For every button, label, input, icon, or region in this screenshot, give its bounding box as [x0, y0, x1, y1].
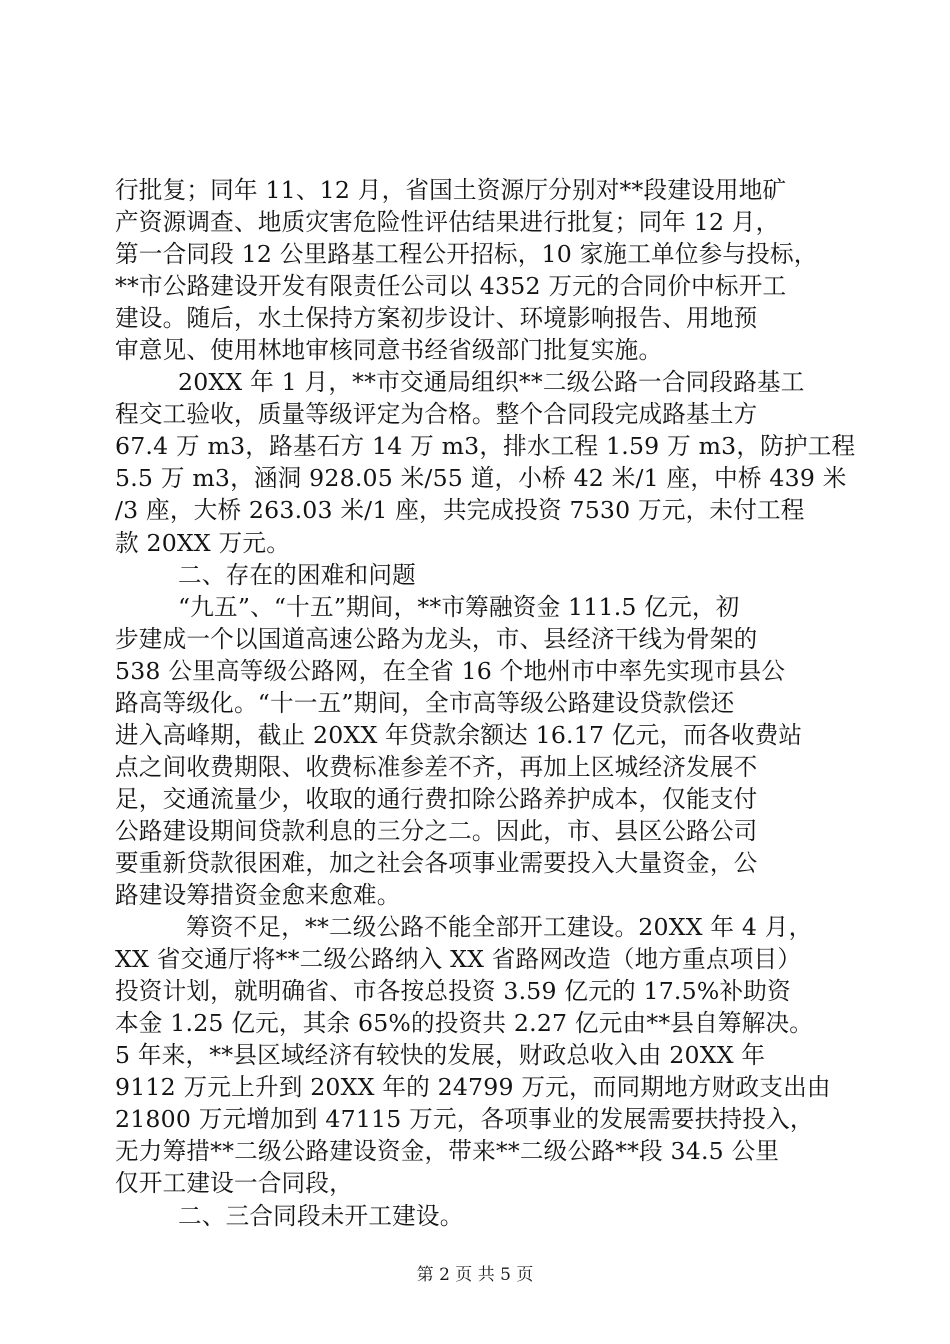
text-line: 程交工验收，质量等级评定为合格。整个合同段完成路基土方 — [115, 400, 758, 429]
section-heading: 二、三合同段未开工建设。 — [178, 1201, 464, 1230]
text-line: 足，交通流量少，收取的通行费扣除公路养护成本，仅能支付 — [115, 784, 758, 813]
text-line: 要重新贷款很困难，加之社会各项事业需要投入大量资金，公 — [115, 848, 758, 877]
text-line: 产资源调查、地质灾害危险性评估结果进行批复；同年 12 月， — [115, 208, 780, 237]
text-line: 本金 1.25 亿元，其余 65%的投资共 2.27 亿元由**县自筹解决。 — [115, 1009, 814, 1038]
text-line: 路高等级化。“十一五”期间，全市高等级公路建设贷款偿还 — [115, 688, 735, 717]
paragraph-first-line: 20XX 年 1 月，**市交通局组织**二级公路一合同段路基工 — [178, 368, 805, 397]
text-line: 审意见、使用林地审核同意书经省级部门批复实施。 — [115, 336, 663, 365]
text-line: 5 年来，**县区域经济有较快的发展，财政总收入由 20XX 年 — [115, 1041, 766, 1070]
text-line: 点之间收费期限、收费标准参差不齐，再加上区城经济发展不 — [115, 752, 758, 781]
text-line: /3 座，大桥 263.03 米/1 座，共完成投资 7530 万元，未付工程 — [115, 496, 805, 525]
text-line: 步建成一个以国道高速公路为龙头，市、县经济干线为骨架的 — [115, 624, 758, 653]
text-line: 67.4 万 m3，路基石方 14 万 m3，排水工程 1.59 万 m3，防护工程 — [115, 432, 856, 461]
text-line: 建设。随后，水土保持方案初步设计、环境影响报告、用地预 — [115, 304, 758, 333]
page-number-footer: 第 2 页 共 5 页 — [416, 1265, 534, 1285]
text-line: 无力筹措**二级公路建设资金，带来**二级公路**段 34.5 公里 — [115, 1137, 780, 1166]
text-line: 538 公里高等级公路网，在全省 16 个地州市中率先实现市县公 — [115, 656, 786, 685]
text-line: 行批复；同年 11、12 月，省国土资源厅分别对**段建设用地矿 — [115, 176, 787, 204]
text-line: 5.5 万 m3，涵洞 928.05 米/55 道，小桥 42 米/1 座，中桥 439 米 — [115, 464, 847, 493]
text-line: 9112 万元上升到 20XX 年的 24799 万元，而同期地方财政支出由 — [115, 1073, 831, 1102]
paragraph-first-line: 筹资不足，**二级公路不能全部开工建设。20XX 年 4 月， — [186, 913, 813, 942]
text-line: 21800 万元增加到 47115 万元，各项事业的发展需要扶持投入， — [115, 1105, 814, 1134]
document-body — [115, 174, 856, 1232]
text-line: XX 省交通厅将**二级公路纳入 XX 省路网改造（地方重点项目） — [115, 945, 802, 974]
text-line: 投资计划，就明确省、市各按总投资 3.59 亿元的 17.5%补助资 — [115, 977, 791, 1006]
text-line: 款 20XX 万元。 — [115, 528, 290, 557]
section-heading: 二、存在的困难和问题 — [178, 560, 416, 589]
text-line: **市公路建设开发有限责任公司以 4352 万元的合同价中标开工 — [115, 272, 787, 301]
paragraph-first-line: “九五”、“十五”期间，**市筹融资金 111.5 亿元，初 — [178, 592, 740, 621]
text-line: 第一合同段 12 公里路基工程公开招标，10 家施工单位参与投标， — [115, 240, 818, 269]
text-line: 仅开工建设一合同段， — [115, 1169, 353, 1198]
text-line: 进入高峰期，截止 20XX 年贷款余额达 16.17 亿元，而各收费站 — [115, 720, 803, 749]
text-line: 公路建设期间贷款利息的三分之二。因此，市、县区公路公司 — [115, 816, 758, 845]
text-line: 路建设筹措资金愈来愈难。 — [115, 881, 401, 910]
